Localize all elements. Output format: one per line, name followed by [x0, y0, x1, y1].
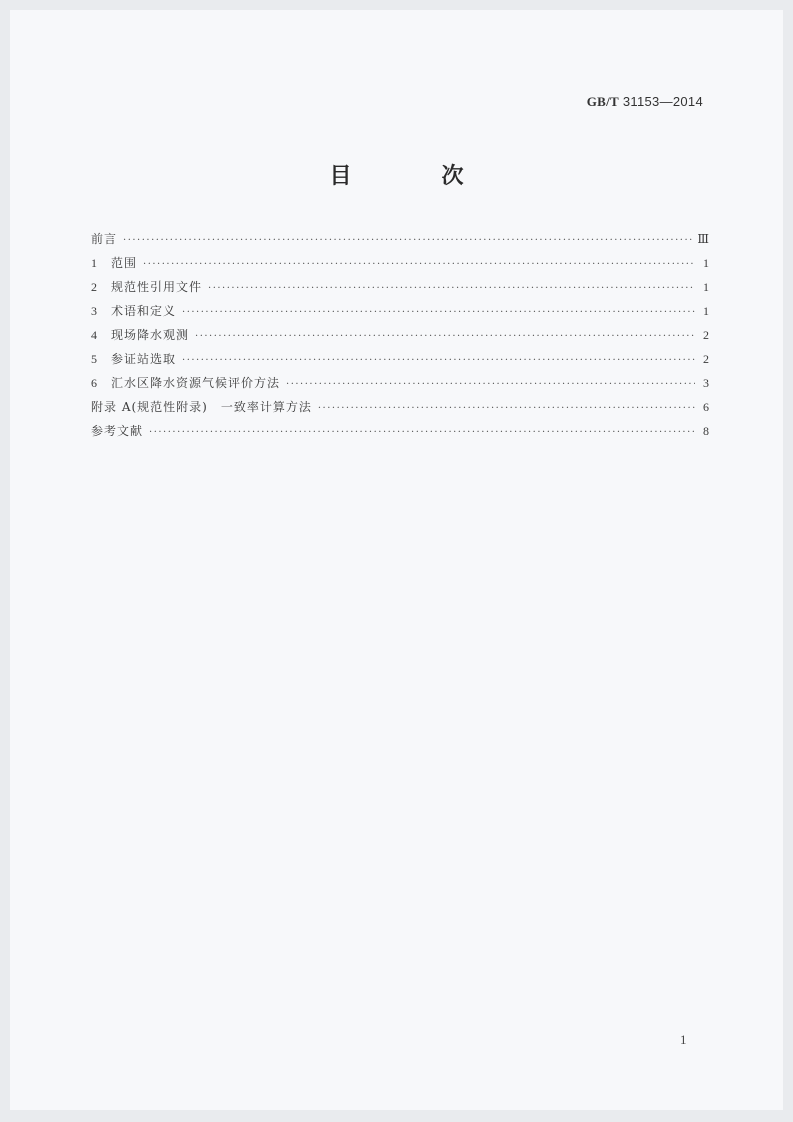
toc-entry-foreword[interactable]	[91, 230, 709, 254]
toc-entry-label: 附录 A(规范性附录) 一致率计算方法	[91, 400, 312, 414]
toc-entry-label: 汇水区降水资源气候评价方法	[111, 376, 281, 390]
toc-entry-number: 6	[91, 376, 97, 390]
toc-leader-dots	[286, 379, 695, 390]
toc-entry-terms-definitions[interactable]	[91, 302, 709, 326]
toc-entry-page: 1	[703, 280, 709, 294]
standard-code	[587, 94, 703, 110]
toc-entry-page: 2	[703, 328, 709, 342]
toc-entry-reference-station[interactable]	[91, 350, 709, 374]
toc-entry-bibliography[interactable]	[91, 422, 709, 446]
toc-entry-label: 规范性引用文件	[111, 280, 203, 294]
toc-leader-dots	[149, 427, 695, 438]
toc-leader-dots	[195, 331, 695, 342]
standard-number: 31153—2014	[622, 94, 703, 109]
toc-entry-evaluation-method[interactable]	[91, 374, 709, 398]
toc-entry-annex-a[interactable]	[91, 398, 709, 422]
toc-leader-dots	[123, 235, 693, 246]
toc-entry-number: 3	[91, 304, 97, 318]
toc-entry-page: 1	[703, 256, 709, 270]
toc-entry-label: 前言	[91, 232, 118, 246]
toc-entry-number: 1	[91, 256, 97, 270]
toc-entry-label: 术语和定义	[111, 304, 177, 318]
page-title: 目 次	[329, 164, 498, 189]
toc-leader-dots	[143, 259, 695, 270]
toc-leader-dots	[182, 355, 695, 366]
toc-entry-page: 1	[703, 304, 709, 318]
toc-entry-page: Ⅲ	[697, 232, 709, 246]
toc-entry-label: 参考文献	[91, 424, 144, 438]
toc-leader-dots	[182, 307, 695, 318]
toc-entry-page: 2	[703, 352, 709, 366]
toc-entry-normative-references[interactable]	[91, 278, 709, 302]
toc-leader-dots	[318, 403, 695, 414]
toc-entry-number: 4	[91, 328, 97, 342]
toc-leader-dots	[208, 283, 695, 294]
toc-entry-page: 8	[703, 424, 709, 438]
toc-entry-page: 3	[703, 376, 709, 390]
toc-entry-label: 范围	[111, 256, 138, 270]
standard-prefix: GB/T	[586, 94, 619, 109]
toc-entry-field-observation[interactable]	[91, 326, 709, 350]
toc-entry-scope[interactable]	[91, 254, 709, 278]
toc-entry-label: 现场降水观测	[111, 328, 190, 342]
toc-entry-number: 2	[91, 280, 97, 294]
page-number: 1	[680, 1032, 687, 1047]
toc-entry-label: 参证站选取	[111, 352, 177, 366]
table-of-contents	[91, 230, 709, 446]
toc-entry-page: 6	[703, 400, 709, 414]
toc-entry-number: 5	[91, 352, 97, 366]
